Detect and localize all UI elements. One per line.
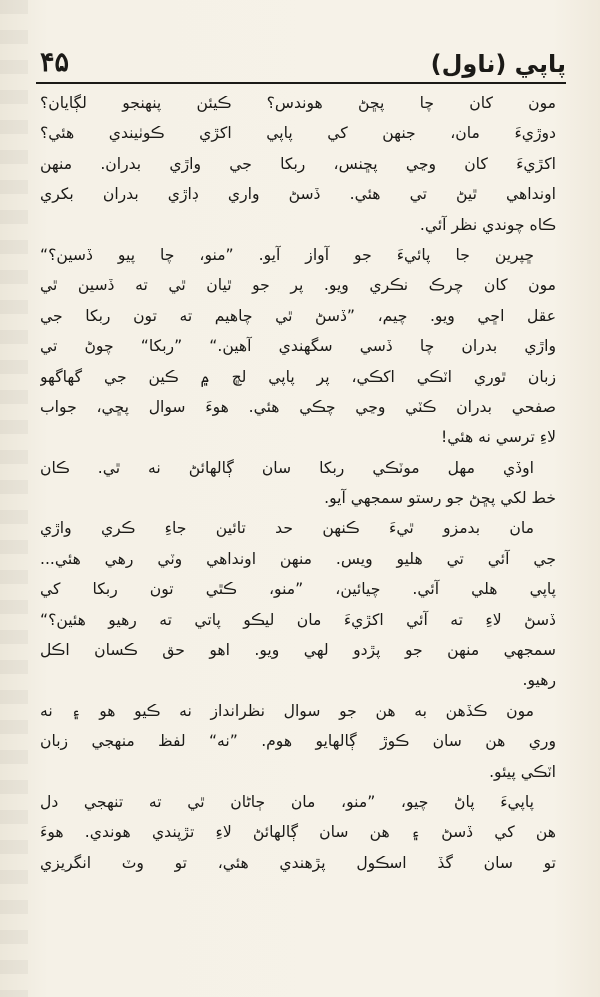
text-line: وري هن سان ڪوڙ ڳالهايو هوم. ”نه“ لفظ منهجي زبان (40, 732, 556, 751)
page-number: ۴۵ (40, 47, 70, 78)
text-line: اٽڪي پيئو. (489, 762, 556, 781)
text-line: تو سان گڏ اسڪول پڙهندي هئي، تو وٽ انگريزي (40, 853, 556, 872)
text-line: سمجهي منهن جو پڙدو لهي ويو. اهو حق ڪسان اڪل (40, 641, 556, 660)
text-line: عقل اڇي ويو. چيم، ”ڏسڻ ٿي چاهيم ته تون ربکا جي (40, 306, 556, 325)
text-line: خط لکي پڇڻ جو رستو سمجهي آيو. (324, 489, 556, 508)
text-line: ڪاه چوندي نظر آئي. (419, 215, 556, 234)
text-line: صفحي بدران ڪٽي وڃي چڪي هئي. هوءَ سوال پڇي، جواب (40, 397, 556, 416)
text-line: اونداهي ٿيڻ تي هئي. ڏسڻ واري ڊاڙي بدران بکري (40, 185, 556, 204)
text-line: زبان ٿوري اٽڪي اکڪي، پر پاپي لڇ ۾ ڪين جي گهاگهو (40, 367, 556, 386)
text-line: اکڙيءَ کان وڃي پڇنس، ربکا جي واڙي بدران. منهن (40, 154, 556, 173)
text-line: هن کي ڏسڻ ۽ هن سان ڳالهائڻ لاءِ تڙپندي هوندي. هوءَ (40, 823, 556, 842)
text-line: لاءِ ترسي نه هئي! (441, 428, 556, 447)
text-line: ڇپرين جا پائيءَ جو آواز آيو. ”منو، چا پيو ڏسين؟“ (40, 245, 534, 264)
text-line: مون کان چا پڇڻ هوندس؟ ڪيئن پنهنجو لڳايان؟ (40, 94, 556, 112)
text-line: واڙي بدران چا ڏسي سگهندي آهين.“ ”ربکا“ چوڻ تي (40, 337, 556, 356)
text-line: ڏسڻ لاءِ ته آئي اکڙيءَ مان ليڪو پاتي ته رهيو هئين؟“ (40, 610, 556, 629)
text-line: پاپيءَ پاڻ چيو، ”منو، مان ڄاڻان ٿي ته تنهجي دل (40, 792, 534, 811)
text-line: مون کان چرڪ نڪري ويو. پر جو ٿيان ٿي ته ڏسين ٿي (40, 276, 556, 295)
text-line: اوڏي مهل موٽڪي ربکا سان ڳالهائڻ نه ٿي. ڪان (40, 458, 534, 477)
text-line: دوڙيءَ مان، جنهن کي پاپي اکڙي ڪوٺيندي هئي؟ (40, 124, 556, 143)
text-line: جي آئي تي هليو ويس. منهن اونداهي وٽي رهي هئي... (40, 549, 556, 568)
running-title: پاپي (ناول) (430, 50, 566, 78)
running-head (40, 42, 566, 78)
text-line: مان بدمزو ٿيءَ ڪنهن حد تائين جاءِ ڪري واڙي (40, 519, 534, 538)
text-line: رهيو. (522, 671, 556, 690)
page-edge-shadow (0, 0, 28, 997)
header-rule (36, 82, 566, 84)
text-line: پاپي هلي آئي. چيائين، ”منو، ڪٿي تون ربکا کي (40, 580, 556, 599)
text-line: مون ڪڏهن به هن جو سوال نظرانداز نه ڪيو هو ۽ نه (40, 701, 534, 720)
body-text (40, 88, 556, 878)
